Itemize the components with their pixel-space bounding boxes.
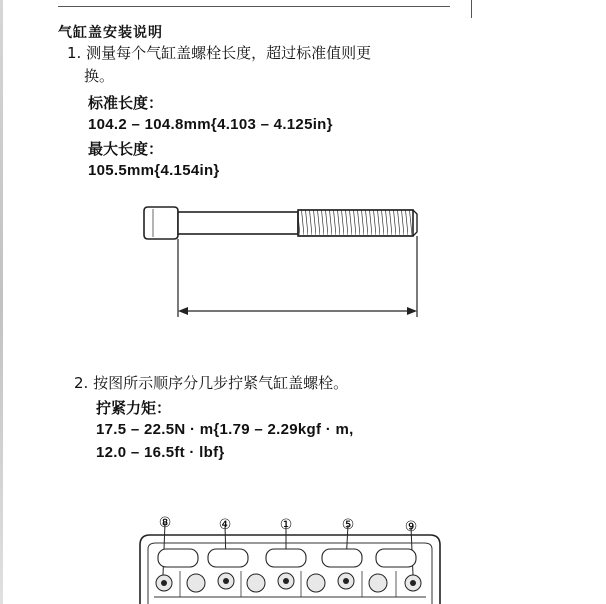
- step2-line1: 2. 按图所示顺序分几步拧紧气缸盖螺栓。: [74, 374, 349, 392]
- cylinder-head-outline: [140, 535, 440, 604]
- right-rule: [471, 0, 472, 18]
- bolt-callout-4: ④: [218, 517, 232, 533]
- standard-length-label: 标准长度：: [88, 94, 164, 112]
- torque-label: 拧紧力矩：: [96, 399, 172, 417]
- bolt-head: [144, 207, 178, 239]
- top-rule: [58, 6, 450, 7]
- section-title: 气缸盖安装说明: [58, 25, 163, 41]
- bolt-callout-8: ⑧: [158, 515, 172, 531]
- bolt-callout-5: ⑤: [341, 517, 355, 533]
- bolt-thread: [298, 210, 413, 236]
- bolt-length-diagram: [140, 195, 430, 325]
- bolt-shank: [178, 212, 298, 234]
- standard-length-value: 104.2 – 104.8mm{4.103 – 4.125in}: [88, 116, 333, 133]
- cylinder-head-diagram: [130, 505, 450, 604]
- scan-edge-shadow: [0, 0, 3, 604]
- max-length-label: 最大长度：: [88, 140, 164, 158]
- step1-line2: 换。: [84, 67, 115, 85]
- step1-line1: 1. 测量每个气缸盖螺栓长度，超过标准值则更: [67, 44, 372, 62]
- max-length-value: 105.5mm{4.154in}: [88, 162, 220, 179]
- bolt-callout-1: ①: [279, 517, 293, 533]
- bolt-callout-9: ⑨: [404, 519, 418, 535]
- torque-value-line2: 12.0 – 16.5ft · lbf}: [96, 444, 225, 461]
- torque-value-line1: 17.5 – 22.5N · m{1.79 – 2.29kgf · m,: [96, 421, 354, 438]
